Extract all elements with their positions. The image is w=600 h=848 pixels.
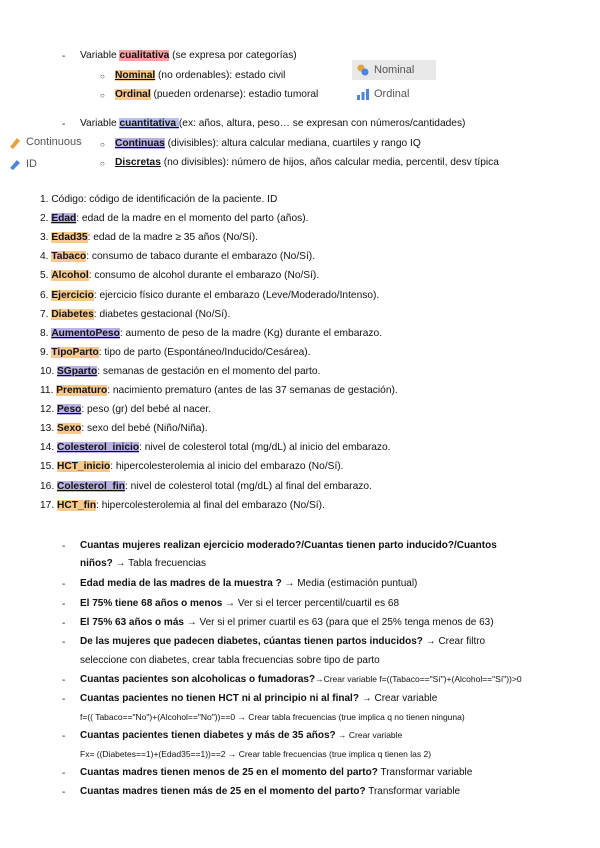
qual-post: (se expresa por categorías) [169,50,297,61]
continuas-line [115,138,421,149]
nominal-line [115,70,285,81]
variable-item [40,232,258,243]
dash-bullet: - [62,579,66,590]
quant-key: cuantitativa [119,118,179,129]
question-7-cont: f=(( Tabaco=="No")+(Alcohol=="No"))==0 → Crear tabla frecuencias (true implica q no tienen ninguna) [80,712,465,722]
variable-key: Ejercicio [51,289,94,301]
variable-key: Colesterol_inicio [57,442,140,454]
circle-bullet: ○ [100,72,105,81]
question-2-text: Edad media de las madres de la muestra ? [80,578,282,589]
question-4 [80,617,494,628]
dash-bullet: - [62,787,66,798]
question-9-answer: Transformar variable [377,767,473,778]
variable-description: : peso (gr) del bebé al nacer. [81,404,212,416]
dash-bullet: - [62,768,66,779]
question-5-answer: → Crear filtro [422,636,486,647]
variable-key: Edad35 [51,232,88,244]
variable-key: AumentoPeso [51,327,120,339]
variable-item [40,251,315,262]
variable-number: 2. [40,213,52,225]
question-10-answer: Transformar variable [365,786,461,797]
variable-description: : hipercolesterolemia al inicio del embarazo (No/Sí). [110,461,344,473]
variable-number: 16. [40,480,57,492]
variable-item [40,481,372,492]
variable-number: 10. [40,365,57,377]
dash-bullet: - [62,675,66,686]
variable-item [40,309,230,320]
question-8 [80,730,402,741]
variable-number: 11. [40,385,57,396]
variable-item [40,347,311,358]
continuas-key: Continuas [115,138,165,149]
question-3 [80,598,399,609]
variable-number: 1. [40,194,52,205]
variable-item [40,404,211,415]
dash-bullet: - [62,51,66,62]
question-2 [80,578,417,589]
variable-key: Edad [51,213,77,225]
question-1-cont [80,558,206,569]
variable-key: SGparto [57,365,98,377]
variable-description: : edad de la madre ≥ 35 años (No/Sí). [87,232,258,244]
ordinal-key: Ordinal [115,89,151,100]
variable-item [40,366,320,377]
ruler-icon [8,136,22,150]
qual-pre: Variable [80,50,120,61]
variable-description: : aumento de peso de la madre (Kg) durante el embarazo. [119,327,383,339]
question-8-cont: Fx= ((Diabetes==1)+(Edad35==1))==2 → Crear table frecuencias (true implica q tienen las 2) [80,749,432,759]
variable-item [40,290,379,301]
variable-number: 15. [40,461,57,473]
variable-number: 13. [40,423,57,435]
variable-key: HCT_inicio [57,461,111,473]
dash-bullet: - [62,694,66,705]
variable-key: Sexo [57,423,82,435]
dash-bullet: - [62,599,66,610]
circle-bullet: ○ [100,159,105,168]
variable-item [40,461,344,472]
discretas-key: Discretas [115,157,161,168]
dash-bullet: - [62,541,66,552]
qualitative-line [80,50,297,61]
variable-number: 3. [40,232,52,244]
variable-item [40,442,391,453]
question-9 [80,767,472,778]
variable-description: : consumo de tabaco durante el embarazo (No/Sí). [86,251,316,263]
ordinal-legend [352,84,436,104]
question-2-answer: → Media (estimación puntual) [281,578,418,589]
question-5 [80,636,485,647]
variable-description: : semanas de gestación en el momento del parto. [97,365,321,377]
variable-item [40,194,277,205]
variable-key: Colesterol_fin [57,480,125,492]
question-5-cont: seleccione con diabetes, crear tabla frecuencias sobre tipo de parto [80,655,380,666]
variable-item [40,423,208,434]
variable-description: : hipercolesterolemia al final del embarazo (No/Sí). [96,499,325,511]
nominal-icon [356,63,370,77]
dash-bullet: - [62,119,66,130]
variable-item [40,270,319,281]
variable-key: Diabetes [51,308,94,320]
variable-number: 14. [40,442,57,454]
question-1: Cuantas mujeres realizan ejercicio moderado?/Cuantas tienen parto inducido?/Cuantos [80,540,497,551]
question-6-answer: →Crear variable f=((Tabaco=="Sí")+(Alcohol=="Sí"))>0 [315,674,522,684]
id-icon [8,157,22,171]
variable-key: TipoParto [51,346,99,358]
question-4-text: El 75% 63 años o más [80,617,187,628]
variable-description: : edad de la madre en el momento del parto (años). [76,213,309,225]
quant-post: (ex: años, altura, peso… se expresan con números/cantidades) [178,118,466,129]
variable-number: 12. [40,404,57,416]
nominal-post: (no ordenables): estado civil [155,70,286,81]
question-3-answer: → Ver si el tercer percentil/cuartil es 68 [222,598,400,609]
question-7 [80,693,437,704]
circle-bullet: ○ [100,91,105,100]
question-7-answer: → Crear variable [358,693,438,704]
question-8-answer: → Crear variable [335,730,403,740]
continuas-post: (divisibles): altura calcular mediana, cuartiles y rango IQ [164,138,421,149]
variable-description: : sexo del bebé (Niño/Niña). [81,423,208,435]
ordinal-legend-label: Ordinal [374,88,410,100]
variable-number: 4. [40,251,52,263]
quantitative-line [80,118,465,129]
quant-pre: Variable [80,118,120,129]
ordinal-icon [356,87,370,101]
question-10-text: Cuantas madres tienen más de 25 en el momento del parto? [80,786,366,797]
discretas-post: (no divisibles): número de hijos, años calcular media, percentil, desv típica [160,157,499,168]
question-1-tail: niños? [80,558,113,569]
variable-description: : diabetes gestacional (No/Sí). [93,308,231,320]
question-8-text: Cuantas pacientes tienen diabetes y más de 35 años? [80,730,336,741]
question-7-text: Cuantas pacientes no tienen HCT ni al principio ni al final? [80,693,359,704]
nominal-legend [352,60,436,80]
variable-key: Peso [57,404,82,416]
variable-description: : nacimiento prematuro (antes de las 37 semanas de gestación). [107,385,398,396]
continuous-legend-label: Continuous [26,136,82,148]
discretas-line [115,157,499,168]
variable-description: : ejercicio físico durante el embarazo (Leve/Moderado/Intenso). [93,289,380,301]
question-6-text: Cuantas pacientes son alcoholicas o fumadoras? [80,674,316,685]
variable-description: : consumo de alcohol durante el embarazo (No/Sí). [88,270,320,282]
question-3-text: El 75% tiene 68 años o menos [80,598,223,609]
variable-item [40,213,308,224]
ordinal-post: (pueden ordenarse): estadio tumoral [150,89,319,100]
id-legend-label: ID [26,158,37,170]
nominal-legend-label: Nominal [374,64,415,76]
question-4-answer: → Ver si el primer cuartil es 63 (para que el 25% tenga menos de 63) [186,617,494,628]
variable-number: 7. [40,308,52,320]
variable-number: 6. [40,289,52,301]
variable-key: HCT_fin [57,499,97,511]
variable-number: 5. [40,270,52,282]
variable-description: : nivel de colesterol total (mg/dL) al inicio del embarazo. [139,442,391,454]
variable-key: Alcohol [51,270,89,282]
variable-description: Código: código de identificación de la paciente. ID [51,194,278,205]
dash-bullet: - [62,637,66,648]
question-9-text: Cuantas madres tienen menos de 25 en el momento del parto? [80,767,378,778]
circle-bullet: ○ [100,140,105,149]
variable-item [40,328,382,339]
variable-item [40,385,398,396]
variable-number: 8. [40,327,52,339]
dash-bullet: - [62,618,66,629]
nominal-key: Nominal [115,70,156,81]
variable-number: 9. [40,346,52,358]
variable-description: : nivel de colesterol total (mg/dL) al final del embarazo. [124,480,372,492]
qual-key: cualitativa [119,50,170,61]
question-10 [80,786,460,797]
variable-key: Tabaco [51,251,87,263]
variable-number: 17. [40,499,57,511]
dash-bullet: - [62,731,66,742]
variable-key: Prematuro [56,385,108,396]
question-1-answer: → Tabla frecuencias [112,558,206,569]
question-6 [80,674,522,685]
ordinal-line [115,89,318,100]
question-5-text: De las mujeres que padecen diabetes, cúantas tienen partos inducidos? [80,636,423,647]
variable-description: : tipo de parto (Espontáneo/Inducido/Cesárea). [98,346,311,358]
variable-item [40,500,325,511]
